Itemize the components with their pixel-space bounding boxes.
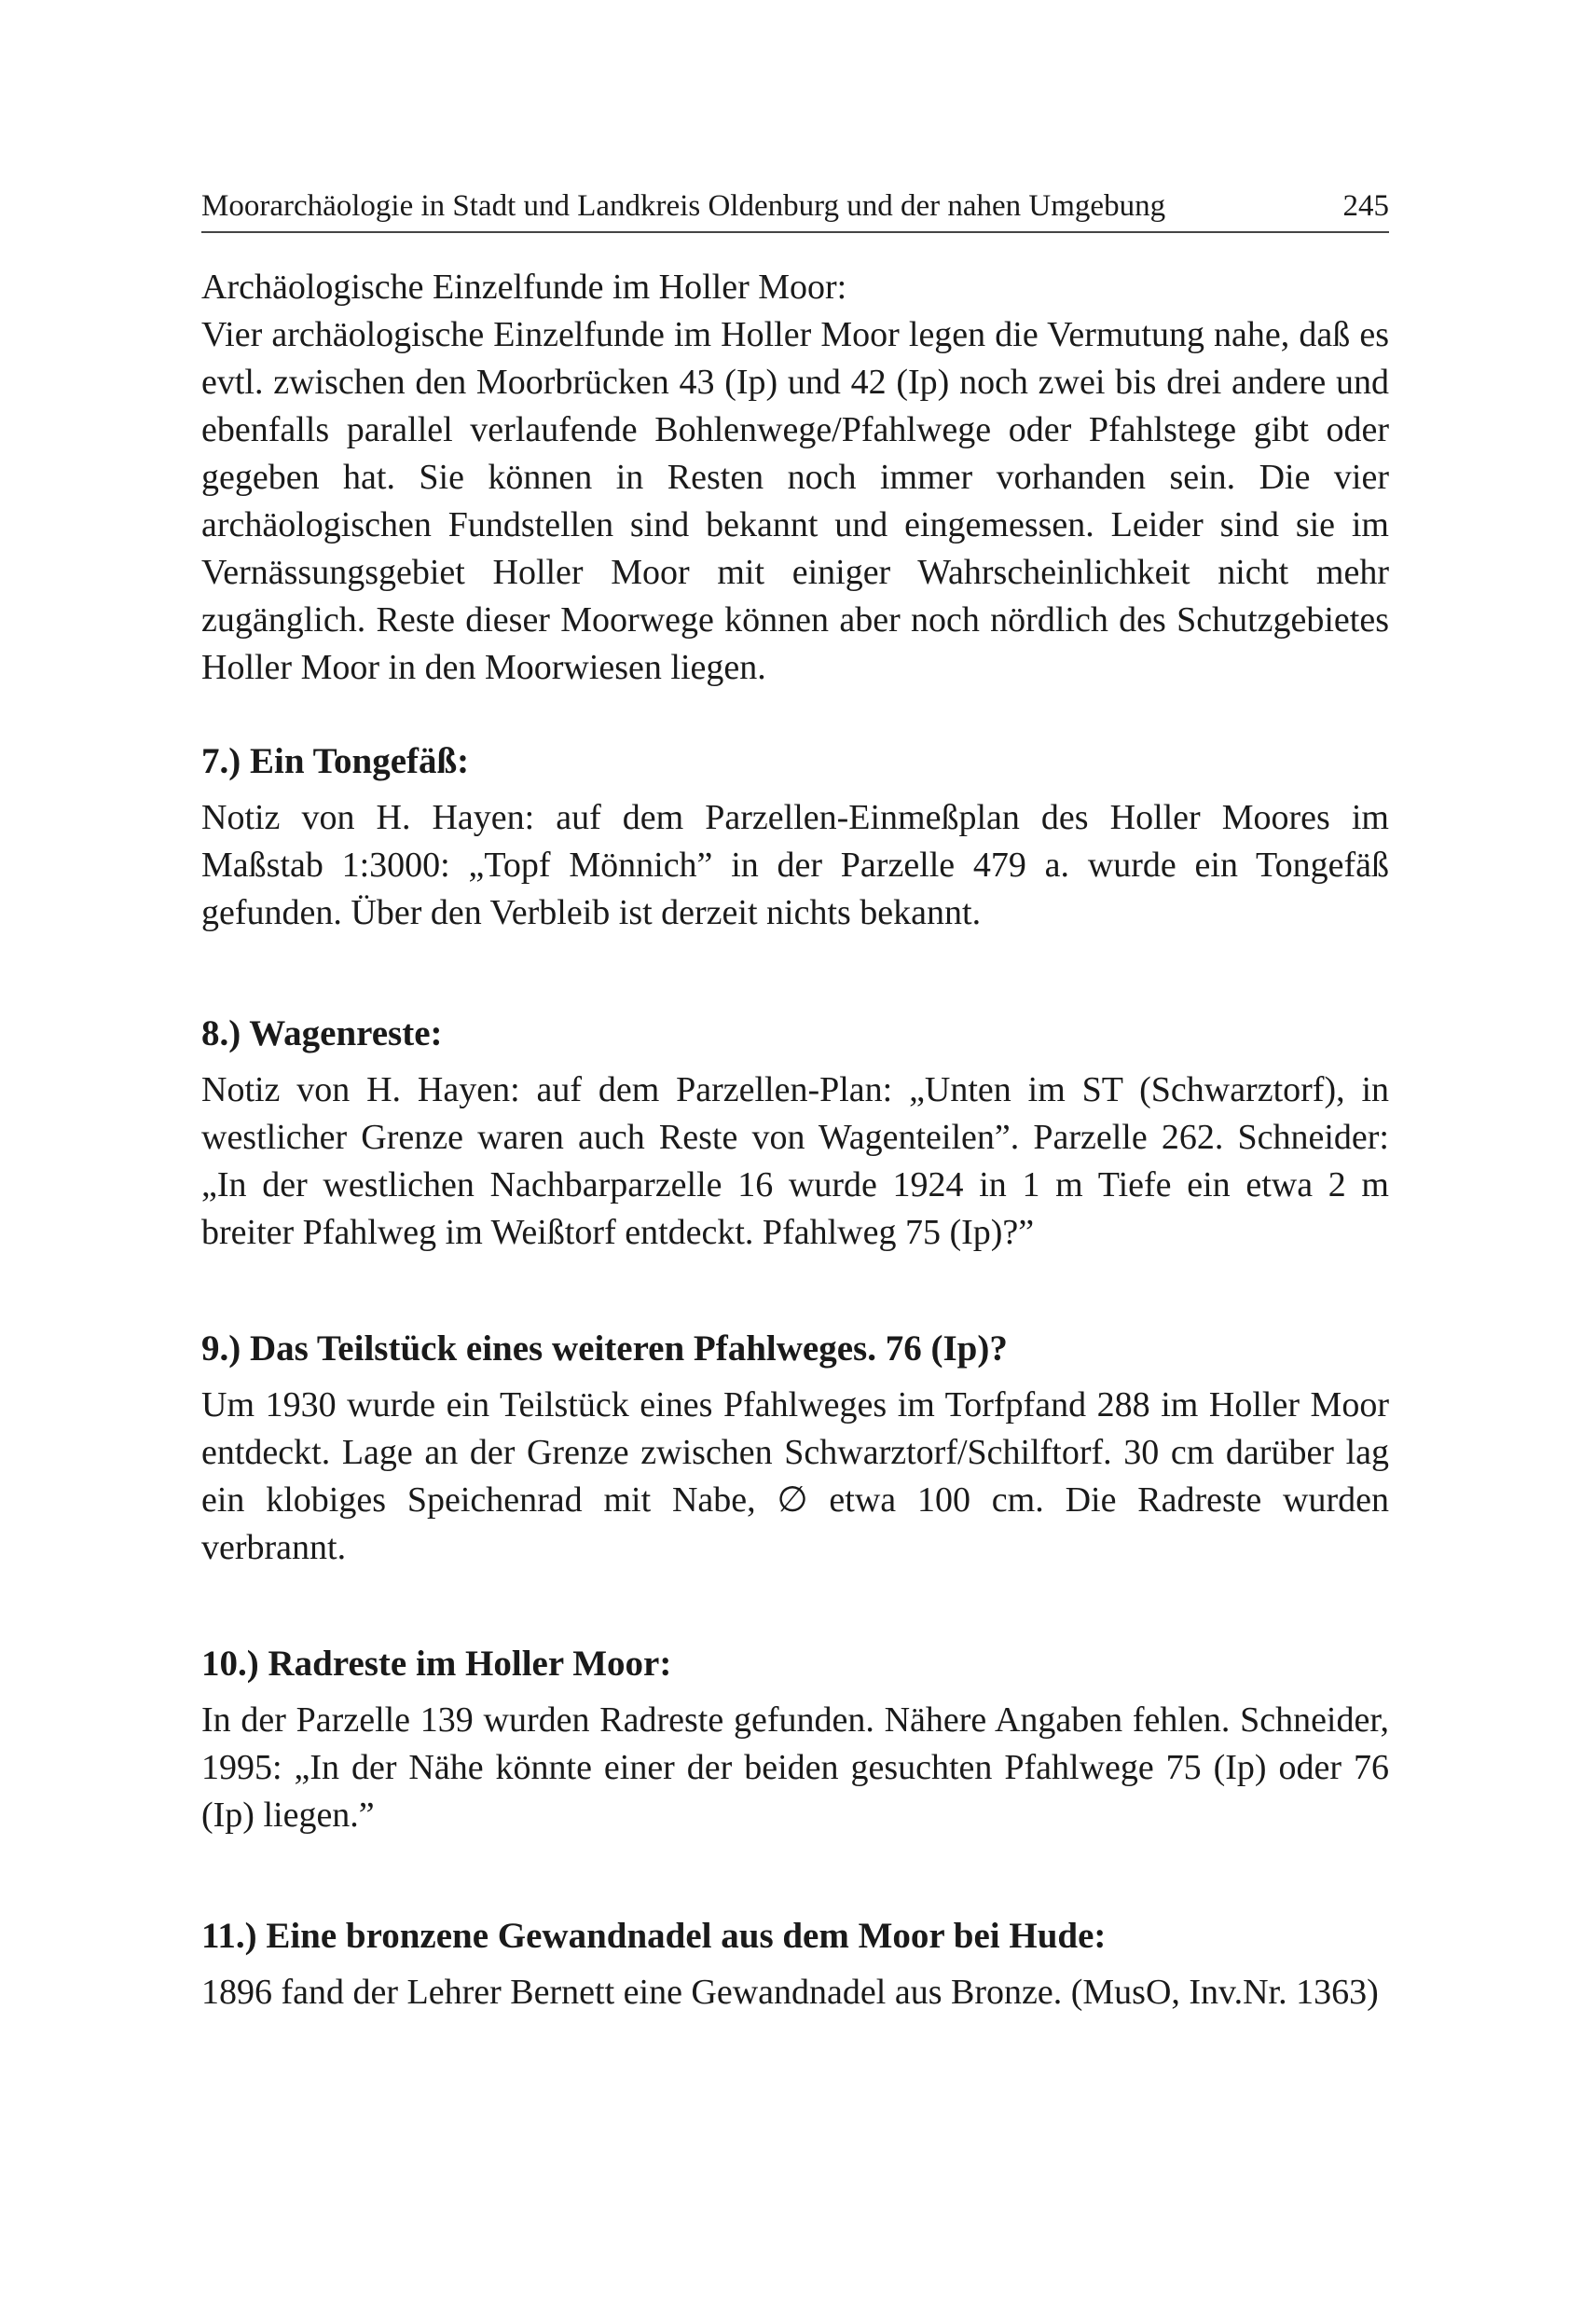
intro-heading: Archäologische Einzelfunde im Holler Moor: bbox=[201, 268, 847, 307]
section-heading: 9.) Das Teilstück eines weiteren Pfahlweges. 76 (Ip)? bbox=[201, 1328, 1008, 1369]
section-8 bbox=[201, 1009, 1389, 1257]
section-heading: 10.) Radreste im Holler Moor: bbox=[201, 1644, 672, 1684]
intro-block bbox=[201, 264, 1389, 692]
section-heading: 11.) Eine bronzene Gewandnadel aus dem Moor bei Hude: bbox=[201, 1916, 1107, 1956]
section-11 bbox=[201, 1911, 1389, 2016]
section-paragraph: In der Parzelle 139 wurden Radreste gefunden. Nähere Angaben fehlen. Schneider, 1995: „In der Nähe könnte einer der beiden gesuchten Pfahlwege 75 (Ip) oder 76 (Ip) liegen.” bbox=[201, 1700, 1389, 1835]
section-heading: 7.) Ein Tongefäß: bbox=[201, 741, 470, 781]
section-heading: 8.) Wagenreste: bbox=[201, 1013, 443, 1053]
section-9 bbox=[201, 1324, 1389, 1572]
section-paragraph: Notiz von H. Hayen: auf dem Parzellen-Plan: „Unten im ST (Schwarztorf), in westlicher Grenze waren auch Reste von Wagenteilen”. Parzelle 262. Schneider: „In der westlichen Nachbarparzelle 16 wurde 1924 in 1 m Tiefe ein etwa 2 m breiter Pfahlweg im Weißtorf entdeckt. Pfahlweg 75 (Ip)?” bbox=[201, 1070, 1389, 1252]
section-paragraph: Notiz von H. Hayen: auf dem Parzellen-Einmeßplan des Holler Moores im Maßstab 1:3000: „Topf Mönnich” in der Parzelle 479 a. wurde ein Tongefäß gefunden. Über den Verbleib ist derzeit nichts bekannt. bbox=[201, 798, 1389, 932]
page-number: 245 bbox=[1342, 189, 1389, 223]
section-paragraph: 1896 fand der Lehrer Bernett eine Gewandnadel aus Bronze. (MusO, Inv.Nr. 1363) bbox=[201, 1973, 1379, 2012]
section-7 bbox=[201, 736, 1389, 937]
running-header bbox=[201, 181, 1389, 233]
section-paragraph: Um 1930 wurde ein Teilstück eines Pfahlweges im Torfpfand 288 im Holler Moor entdeckt. Lage an der Grenze zwischen Schwarztorf/Schilftorf. 30 cm darüber lag ein klobiges Speichenrad mit Nabe, ∅ etwa 100 cm. Die Radreste wurden verbrannt. bbox=[201, 1385, 1389, 1567]
section-10 bbox=[201, 1639, 1389, 1839]
running-title: Moorarchäologie in Stadt und Landkreis Oldenburg und der nahen Umgebung bbox=[201, 189, 1166, 223]
intro-paragraph: Vier archäologische Einzelfunde im Holler Moor legen die Vermutung nahe, daß es evtl. zwischen den Moorbrücken 43 (Ip) und 42 (Ip) noch zwei bis drei andere und ebenfalls parallel verlaufende Bohlenwege/Pfahlwege oder Pfahlstege gibt oder gegeben hat. Sie können in Resten noch immer vorhanden sein. Die vier archäologischen Fundstellen sind bekannt und eingemessen. Leider sind sie im Vernässungsgebiet Holler Moor mit einiger Wahrscheinlichkeit nicht mehr zugänglich. Reste dieser Moorwege können aber noch nördlich des Schutzgebietes Holler Moor in den Moorwiesen liegen. bbox=[201, 315, 1389, 687]
